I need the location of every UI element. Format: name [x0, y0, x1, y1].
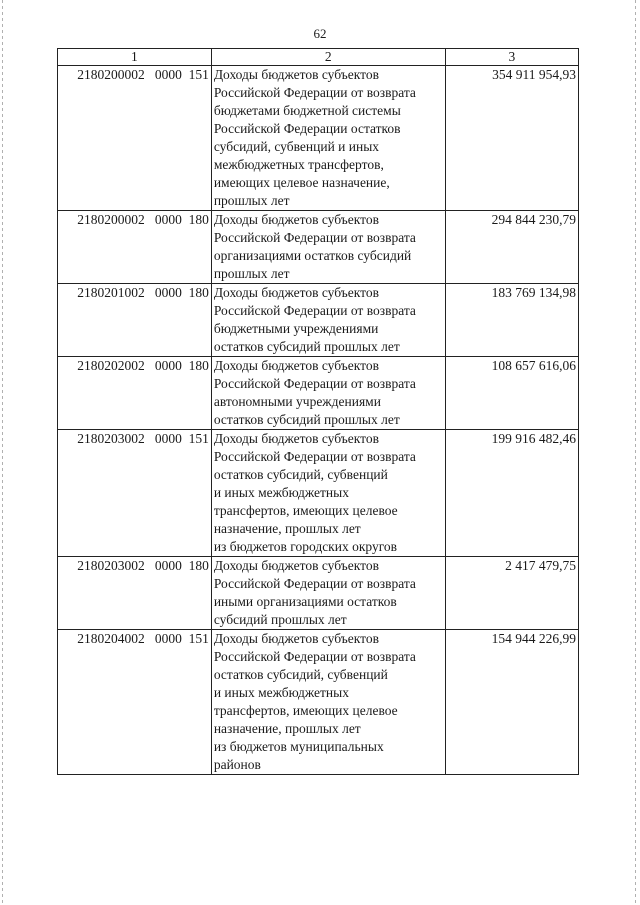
revenue-name-cell	[211, 284, 445, 357]
budget-code-cell: 2180203002 0000 180	[58, 557, 212, 630]
revenue-name-line: Доходы бюджетов субъектов	[213, 67, 379, 82]
page-number: 62	[313, 26, 327, 41]
table-row	[58, 66, 579, 211]
revenue-name-line: районов	[213, 757, 261, 772]
revenue-name-line: трансфертов, имеющих целевое	[213, 503, 398, 518]
table-row	[58, 357, 579, 430]
revenue-name-line: остатков субсидий прошлых лет	[213, 339, 400, 354]
header-column-1: 1	[58, 49, 212, 66]
revenue-name-line: автономными учреждениями	[213, 394, 381, 409]
revenue-name-line: Доходы бюджетов субъектов	[213, 285, 379, 300]
revenue-name-line: Российской Федерации от возврата	[213, 230, 416, 245]
revenue-name-line: прошлых лет	[213, 266, 290, 281]
revenue-name-line: трансфертов, имеющих целевое	[213, 703, 398, 718]
table-row	[58, 211, 579, 284]
table-body	[58, 66, 579, 775]
revenue-name-line: имеющих целевое назначение,	[213, 175, 390, 190]
revenue-name-line: Российской Федерации от возврата	[213, 303, 416, 318]
revenue-name-line: остатков субсидий, субвенций	[213, 467, 388, 482]
budget-code-cell: 2180200002 0000 180	[58, 211, 212, 284]
revenue-name-line: межбюджетных трансфертов,	[213, 157, 384, 172]
revenue-name-line: бюджетами бюджетной системы	[213, 103, 401, 118]
revenue-name-line: назначение, прошлых лет	[213, 521, 361, 536]
revenue-name-line: Российской Федерации от возврата	[213, 85, 416, 100]
amount-cell: 294 844 230,79	[445, 211, 578, 284]
revenue-name-cell	[211, 630, 445, 775]
revenue-name-line: назначение, прошлых лет	[213, 721, 361, 736]
budget-code-cell: 2180200002 0000 151	[58, 66, 212, 211]
revenue-name-line: организациями остатков субсидий	[213, 248, 412, 263]
revenue-name-line: субсидий прошлых лет	[213, 612, 347, 627]
amount-cell: 2 417 479,75	[445, 557, 578, 630]
amount-cell: 154 944 226,99	[445, 630, 578, 775]
revenue-name-line: из бюджетов городских округов	[213, 539, 398, 554]
scan-edge-right	[635, 0, 636, 905]
revenue-name-line: остатков субсидий прошлых лет	[213, 412, 400, 427]
revenue-name-cell	[211, 430, 445, 557]
budget-code-cell: 2180201002 0000 180	[58, 284, 212, 357]
amount-cell: 199 916 482,46	[445, 430, 578, 557]
revenue-name-cell	[211, 557, 445, 630]
table-header	[58, 49, 579, 66]
revenue-name-line: Российской Федерации от возврата	[213, 576, 416, 591]
revenue-name-line: и иных межбюджетных	[213, 485, 349, 500]
revenue-name-line: Доходы бюджетов субъектов	[213, 631, 379, 646]
revenue-name-line: бюджетными учреждениями	[213, 321, 379, 336]
amount-cell: 108 657 616,06	[445, 357, 578, 430]
amount-cell: 354 911 954,93	[445, 66, 578, 211]
table-row	[58, 284, 579, 357]
budget-table	[57, 48, 579, 775]
revenue-name-line: Российской Федерации остатков	[213, 121, 401, 136]
revenue-name-line: Российской Федерации от возврата	[213, 449, 416, 464]
revenue-name-line: Российской Федерации от возврата	[213, 649, 416, 664]
header-column-2: 2	[211, 49, 445, 66]
header-column-3: 3	[445, 49, 578, 66]
revenue-name-line: Российской Федерации от возврата	[213, 376, 416, 391]
scan-edge-left	[2, 0, 3, 905]
amount-cell: 183 769 134,98	[445, 284, 578, 357]
table-row	[58, 557, 579, 630]
table-row	[58, 430, 579, 557]
revenue-name-line: прошлых лет	[213, 193, 290, 208]
revenue-name-line: Доходы бюджетов субъектов	[213, 212, 379, 227]
revenue-name-cell	[211, 66, 445, 211]
budget-code-cell: 2180204002 0000 151	[58, 630, 212, 775]
budget-code-cell: 2180202002 0000 180	[58, 357, 212, 430]
revenue-name-line: из бюджетов муниципальных	[213, 739, 384, 754]
revenue-name-line: Доходы бюджетов субъектов	[213, 358, 379, 373]
revenue-name-cell	[211, 357, 445, 430]
revenue-name-line: Доходы бюджетов субъектов	[213, 558, 379, 573]
revenue-name-line: иными организациями остатков	[213, 594, 397, 609]
revenue-name-line: Доходы бюджетов субъектов	[213, 431, 379, 446]
revenue-name-line: субсидий, субвенций и иных	[213, 139, 380, 154]
table-row	[58, 630, 579, 775]
header-row	[58, 49, 579, 66]
revenue-name-cell	[211, 211, 445, 284]
revenue-name-line: и иных межбюджетных	[213, 685, 349, 700]
budget-code-cell: 2180203002 0000 151	[58, 430, 212, 557]
revenue-name-line: остатков субсидий, субвенций	[213, 667, 388, 682]
